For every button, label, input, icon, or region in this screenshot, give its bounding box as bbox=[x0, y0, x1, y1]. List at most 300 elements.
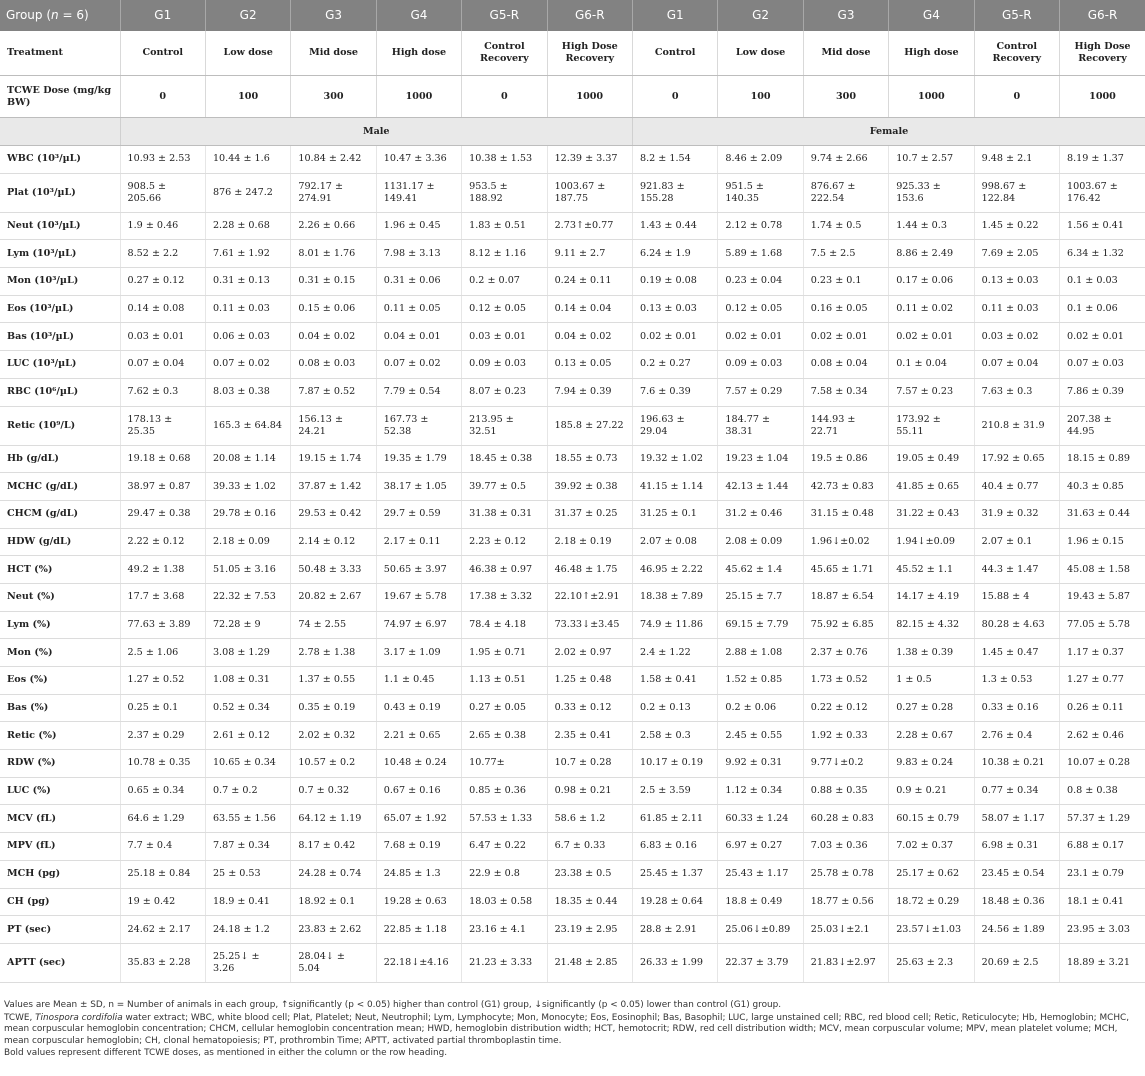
dose-cell: 1000 bbox=[376, 76, 461, 118]
table-cell: 1.45 ± 0.47 bbox=[974, 639, 1059, 667]
table-cell: 44.3 ± 1.47 bbox=[974, 556, 1059, 584]
row-label: RBC (10⁶/µL) bbox=[0, 378, 120, 406]
table-cell: 22.85 ± 1.18 bbox=[376, 916, 461, 944]
table-cell: 21.23 ± 3.33 bbox=[462, 943, 547, 982]
table-cell: 18.55 ± 0.73 bbox=[547, 445, 632, 473]
table-cell: 69.15 ± 7.79 bbox=[718, 611, 803, 639]
table-cell: 1.43 ± 0.44 bbox=[632, 212, 717, 240]
table-cell: 7.87 ± 0.34 bbox=[205, 833, 290, 861]
table-cell: 31.15 ± 0.48 bbox=[803, 500, 888, 528]
table-cell: 25.63 ± 2.3 bbox=[889, 943, 974, 982]
table-cell: 1.52 ± 0.85 bbox=[718, 667, 803, 695]
table-cell: 1.73 ± 0.52 bbox=[803, 667, 888, 695]
table-cell: 2.88 ± 1.08 bbox=[718, 639, 803, 667]
table-cell: 31.63 ± 0.44 bbox=[1060, 500, 1145, 528]
table-cell: 57.53 ± 1.33 bbox=[462, 805, 547, 833]
group-header-cell: G3 bbox=[803, 0, 888, 31]
group-header-cell: G2 bbox=[718, 0, 803, 31]
table-cell: 7.87 ± 0.52 bbox=[291, 378, 376, 406]
table-cell: 2.62 ± 0.46 bbox=[1060, 722, 1145, 750]
table-cell: 1.17 ± 0.37 bbox=[1060, 639, 1145, 667]
dose-cell: 300 bbox=[803, 76, 888, 118]
table-cell: 0.77 ± 0.34 bbox=[974, 777, 1059, 805]
table-cell: 39.92 ± 0.38 bbox=[547, 473, 632, 501]
table-cell: 2.58 ± 0.3 bbox=[632, 722, 717, 750]
table-cell: 10.38 ± 1.53 bbox=[462, 146, 547, 174]
table-cell: 29.7 ± 0.59 bbox=[376, 500, 461, 528]
table-cell: 2.4 ± 1.22 bbox=[632, 639, 717, 667]
table-cell: 156.13 ± 24.21 bbox=[291, 406, 376, 445]
table-cell: 9.77↓±0.2 bbox=[803, 750, 888, 778]
group-header-row bbox=[0, 0, 1145, 31]
table-cell: 1.96↓±0.02 bbox=[803, 528, 888, 556]
table-row bbox=[0, 639, 1145, 667]
table-cell: 6.24 ± 1.9 bbox=[632, 240, 717, 268]
table-cell: 1.25 ± 0.48 bbox=[547, 667, 632, 695]
table-cell: 17.38 ± 3.32 bbox=[462, 583, 547, 611]
table-cell: 46.48 ± 1.75 bbox=[547, 556, 632, 584]
table-cell: 8.46 ± 2.09 bbox=[718, 146, 803, 174]
table-cell: 0.9 ± 0.21 bbox=[889, 777, 974, 805]
table-cell: 7.03 ± 0.36 bbox=[803, 833, 888, 861]
dose-cell: 0 bbox=[632, 76, 717, 118]
table-cell: 1003.67 ± 187.75 bbox=[547, 173, 632, 212]
row-label: Retic (10⁹/L) bbox=[0, 406, 120, 445]
table-cell: 0.02 ± 0.01 bbox=[803, 323, 888, 351]
table-cell: 42.13 ± 1.44 bbox=[718, 473, 803, 501]
group-header-cell: G4 bbox=[889, 0, 974, 31]
table-cell: 8.19 ± 1.37 bbox=[1060, 146, 1145, 174]
table-cell: 1131.17 ± 149.41 bbox=[376, 173, 461, 212]
table-cell: 20.08 ± 1.14 bbox=[205, 445, 290, 473]
table-cell: 2.73↑±0.77 bbox=[547, 212, 632, 240]
table-cell: 2.35 ± 0.41 bbox=[547, 722, 632, 750]
table-cell: 10.93 ± 2.53 bbox=[120, 146, 205, 174]
group-header-cell: G1 bbox=[632, 0, 717, 31]
dose-cell: 0 bbox=[462, 76, 547, 118]
table-cell: 17.7 ± 3.68 bbox=[120, 583, 205, 611]
table-row bbox=[0, 916, 1145, 944]
table-cell: 0.22 ± 0.12 bbox=[803, 694, 888, 722]
table-cell: 15.88 ± 4 bbox=[974, 583, 1059, 611]
table-cell: 0.16 ± 0.05 bbox=[803, 295, 888, 323]
table-cell: 45.08 ± 1.58 bbox=[1060, 556, 1145, 584]
table-row bbox=[0, 146, 1145, 174]
table-cell: 10.77± bbox=[462, 750, 547, 778]
table-cell: 24.85 ± 1.3 bbox=[376, 860, 461, 888]
table-cell: 25.03↓±2.1 bbox=[803, 916, 888, 944]
table-cell: 210.8 ± 31.9 bbox=[974, 406, 1059, 445]
table-cell: 29.78 ± 0.16 bbox=[205, 500, 290, 528]
table-cell: 2.18 ± 0.19 bbox=[547, 528, 632, 556]
table-row bbox=[0, 805, 1145, 833]
table-cell: 22.32 ± 7.53 bbox=[205, 583, 290, 611]
table-row bbox=[0, 378, 1145, 406]
table-cell: 18.38 ± 7.89 bbox=[632, 583, 717, 611]
table-cell: 21.48 ± 2.85 bbox=[547, 943, 632, 982]
table-cell: 23.83 ± 2.62 bbox=[291, 916, 376, 944]
table-cell: 876.67 ± 222.54 bbox=[803, 173, 888, 212]
treatment-cell: High Dose Recovery bbox=[1060, 31, 1145, 76]
row-label: PT (sec) bbox=[0, 916, 120, 944]
table-cell: 41.85 ± 0.65 bbox=[889, 473, 974, 501]
treatment-cell: Control bbox=[120, 31, 205, 76]
table-cell: 0.11 ± 0.03 bbox=[205, 295, 290, 323]
table-cell: 2.61 ± 0.12 bbox=[205, 722, 290, 750]
row-label: Bas (10³/µL) bbox=[0, 323, 120, 351]
table-cell: 178.13 ± 25.35 bbox=[120, 406, 205, 445]
table-cell: 0.31 ± 0.06 bbox=[376, 268, 461, 296]
table-cell: 60.28 ± 0.83 bbox=[803, 805, 888, 833]
table-cell: 25.25↓ ± 3.26 bbox=[205, 943, 290, 982]
table-cell: 10.78 ± 0.35 bbox=[120, 750, 205, 778]
table-cell: 0.19 ± 0.08 bbox=[632, 268, 717, 296]
table-cell: 25 ± 0.53 bbox=[205, 860, 290, 888]
table-cell: 1.92 ± 0.33 bbox=[803, 722, 888, 750]
table-cell: 31.37 ± 0.25 bbox=[547, 500, 632, 528]
table-row bbox=[0, 351, 1145, 379]
table-cell: 1.58 ± 0.41 bbox=[632, 667, 717, 695]
table-cell: 10.47 ± 3.36 bbox=[376, 146, 461, 174]
dose-row bbox=[0, 76, 1145, 118]
table-cell: 29.47 ± 0.38 bbox=[120, 500, 205, 528]
table-cell: 1.1 ± 0.45 bbox=[376, 667, 461, 695]
row-label: MCH (pg) bbox=[0, 860, 120, 888]
table-row bbox=[0, 212, 1145, 240]
table-cell: 207.38 ± 44.95 bbox=[1060, 406, 1145, 445]
table-cell: 8.17 ± 0.42 bbox=[291, 833, 376, 861]
table-cell: 18.45 ± 0.38 bbox=[462, 445, 547, 473]
table-cell: 18.15 ± 0.89 bbox=[1060, 445, 1145, 473]
table-cell: 1003.67 ± 176.42 bbox=[1060, 173, 1145, 212]
dose-cell: 1000 bbox=[889, 76, 974, 118]
table-cell: 7.63 ± 0.3 bbox=[974, 378, 1059, 406]
table-cell: 0.09 ± 0.03 bbox=[462, 351, 547, 379]
table-cell: 18.1 ± 0.41 bbox=[1060, 888, 1145, 916]
table-cell: 7.62 ± 0.3 bbox=[120, 378, 205, 406]
group-header-cell: G1 bbox=[120, 0, 205, 31]
table-cell: 23.19 ± 2.95 bbox=[547, 916, 632, 944]
table-cell: 20.69 ± 2.5 bbox=[974, 943, 1059, 982]
table-cell: 18.03 ± 0.58 bbox=[462, 888, 547, 916]
table-cell: 40.3 ± 0.85 bbox=[1060, 473, 1145, 501]
table-cell: 0.35 ± 0.19 bbox=[291, 694, 376, 722]
group-header-cell: G5-R bbox=[462, 0, 547, 31]
table-cell: 77.63 ± 3.89 bbox=[120, 611, 205, 639]
table-cell: 0.07 ± 0.02 bbox=[376, 351, 461, 379]
table-cell: 19.23 ± 1.04 bbox=[718, 445, 803, 473]
table-cell: 40.4 ± 0.77 bbox=[974, 473, 1059, 501]
table-cell: 60.15 ± 0.79 bbox=[889, 805, 974, 833]
group-header-label: Group (n = 6) bbox=[0, 0, 120, 31]
table-row bbox=[0, 240, 1145, 268]
table-row bbox=[0, 860, 1145, 888]
table-cell: 75.92 ± 6.85 bbox=[803, 611, 888, 639]
table-cell: 2.02 ± 0.97 bbox=[547, 639, 632, 667]
table-cell: 0.8 ± 0.38 bbox=[1060, 777, 1145, 805]
table-cell: 0.2 ± 0.06 bbox=[718, 694, 803, 722]
table-cell: 876 ± 247.2 bbox=[205, 173, 290, 212]
table-cell: 167.73 ± 52.38 bbox=[376, 406, 461, 445]
treatment-cell: High Dose Recovery bbox=[547, 31, 632, 76]
table-cell: 19.18 ± 0.68 bbox=[120, 445, 205, 473]
table-cell: 2.18 ± 0.09 bbox=[205, 528, 290, 556]
table-cell: 1.95 ± 0.71 bbox=[462, 639, 547, 667]
table-cell: 0.67 ± 0.16 bbox=[376, 777, 461, 805]
table-cell: 925.33 ± 153.6 bbox=[889, 173, 974, 212]
table-cell: 0.02 ± 0.01 bbox=[889, 323, 974, 351]
table-cell: 39.33 ± 1.02 bbox=[205, 473, 290, 501]
table-cell: 2.28 ± 0.68 bbox=[205, 212, 290, 240]
table-cell: 25.15 ± 7.7 bbox=[718, 583, 803, 611]
table-cell: 0.02 ± 0.01 bbox=[718, 323, 803, 351]
table-cell: 908.5 ± 205.66 bbox=[120, 173, 205, 212]
table-cell: 74 ± 2.55 bbox=[291, 611, 376, 639]
table-cell: 0.08 ± 0.03 bbox=[291, 351, 376, 379]
table-cell: 0.07 ± 0.03 bbox=[1060, 351, 1145, 379]
table-cell: 50.48 ± 3.33 bbox=[291, 556, 376, 584]
row-label: APTT (sec) bbox=[0, 943, 120, 982]
table-cell: 45.65 ± 1.71 bbox=[803, 556, 888, 584]
table-cell: 42.73 ± 0.83 bbox=[803, 473, 888, 501]
table-cell: 10.17 ± 0.19 bbox=[632, 750, 717, 778]
table-cell: 23.45 ± 0.54 bbox=[974, 860, 1059, 888]
table-cell: 2.08 ± 0.09 bbox=[718, 528, 803, 556]
row-label: MCHC (g/dL) bbox=[0, 473, 120, 501]
table-cell: 8.12 ± 1.16 bbox=[462, 240, 547, 268]
table-cell: 7.7 ± 0.4 bbox=[120, 833, 205, 861]
group-header-cell: G6-R bbox=[547, 0, 632, 31]
sex-row bbox=[0, 118, 1145, 146]
table-cell: 0.31 ± 0.15 bbox=[291, 268, 376, 296]
row-label: Retic (%) bbox=[0, 722, 120, 750]
row-label: Eos (%) bbox=[0, 667, 120, 695]
treatment-cell: Mid dose bbox=[291, 31, 376, 76]
table-cell: 0.12 ± 0.05 bbox=[718, 295, 803, 323]
table-cell: 7.86 ± 0.39 bbox=[1060, 378, 1145, 406]
table-cell: 1.44 ± 0.3 bbox=[889, 212, 974, 240]
table-cell: 24.62 ± 2.17 bbox=[120, 916, 205, 944]
treatment-cell: Mid dose bbox=[803, 31, 888, 76]
table-cell: 46.95 ± 2.22 bbox=[632, 556, 717, 584]
table-cell: 9.92 ± 0.31 bbox=[718, 750, 803, 778]
sex-row-blank bbox=[0, 118, 120, 146]
table-row bbox=[0, 722, 1145, 750]
table-cell: 1 ± 0.5 bbox=[889, 667, 974, 695]
table-cell: 41.15 ± 1.14 bbox=[632, 473, 717, 501]
table-cell: 7.57 ± 0.23 bbox=[889, 378, 974, 406]
table-cell: 7.02 ± 0.37 bbox=[889, 833, 974, 861]
table-cell: 1.83 ± 0.51 bbox=[462, 212, 547, 240]
table-cell: 1.94↓±0.09 bbox=[889, 528, 974, 556]
table-cell: 0.85 ± 0.36 bbox=[462, 777, 547, 805]
table-cell: 0.13 ± 0.03 bbox=[974, 268, 1059, 296]
table-cell: 1.56 ± 0.41 bbox=[1060, 212, 1145, 240]
table-cell: 0.33 ± 0.16 bbox=[974, 694, 1059, 722]
table-cell: 38.17 ± 1.05 bbox=[376, 473, 461, 501]
row-label: Lym (10³/µL) bbox=[0, 240, 120, 268]
table-cell: 6.83 ± 0.16 bbox=[632, 833, 717, 861]
table-cell: 39.77 ± 0.5 bbox=[462, 473, 547, 501]
table-cell: 22.37 ± 3.79 bbox=[718, 943, 803, 982]
table-cell: 0.2 ± 0.27 bbox=[632, 351, 717, 379]
table-cell: 1.27 ± 0.52 bbox=[120, 667, 205, 695]
dose-cell: 1000 bbox=[547, 76, 632, 118]
row-label: Neut (%) bbox=[0, 583, 120, 611]
table-cell: 24.56 ± 1.89 bbox=[974, 916, 1059, 944]
table-row bbox=[0, 295, 1145, 323]
table-cell: 2.37 ± 0.76 bbox=[803, 639, 888, 667]
table-row bbox=[0, 406, 1145, 445]
table-cell: 45.52 ± 1.1 bbox=[889, 556, 974, 584]
dose-cell: 1000 bbox=[1060, 76, 1145, 118]
table-cell: 6.47 ± 0.22 bbox=[462, 833, 547, 861]
table-cell: 5.89 ± 1.68 bbox=[718, 240, 803, 268]
table-cell: 19.28 ± 0.64 bbox=[632, 888, 717, 916]
table-cell: 165.3 ± 64.84 bbox=[205, 406, 290, 445]
table-cell: 31.22 ± 0.43 bbox=[889, 500, 974, 528]
table-cell: 28.8 ± 2.91 bbox=[632, 916, 717, 944]
table-cell: 10.7 ± 2.57 bbox=[889, 146, 974, 174]
table-cell: 46.38 ± 0.97 bbox=[462, 556, 547, 584]
table-cell: 25.18 ± 0.84 bbox=[120, 860, 205, 888]
table-cell: 82.15 ± 4.32 bbox=[889, 611, 974, 639]
table-cell: 10.57 ± 0.2 bbox=[291, 750, 376, 778]
table-cell: 0.04 ± 0.01 bbox=[376, 323, 461, 351]
table-cell: 72.28 ± 9 bbox=[205, 611, 290, 639]
row-label: HCT (%) bbox=[0, 556, 120, 584]
table-cell: 60.33 ± 1.24 bbox=[718, 805, 803, 833]
row-label: Eos (10³/µL) bbox=[0, 295, 120, 323]
table-cell: 7.61 ± 1.92 bbox=[205, 240, 290, 268]
table-cell: 0.7 ± 0.32 bbox=[291, 777, 376, 805]
table-row bbox=[0, 888, 1145, 916]
table-cell: 9.74 ± 2.66 bbox=[803, 146, 888, 174]
table-cell: 0.14 ± 0.04 bbox=[547, 295, 632, 323]
treatment-label: Treatment bbox=[0, 31, 120, 76]
table-cell: 19.67 ± 5.78 bbox=[376, 583, 461, 611]
table-cell: 18.92 ± 0.1 bbox=[291, 888, 376, 916]
table-cell: 61.85 ± 2.11 bbox=[632, 805, 717, 833]
row-label: WBC (10³/µL) bbox=[0, 146, 120, 174]
table-cell: 2.02 ± 0.32 bbox=[291, 722, 376, 750]
table-row bbox=[0, 473, 1145, 501]
table-cell: 25.43 ± 1.17 bbox=[718, 860, 803, 888]
table-cell: 953.5 ± 188.92 bbox=[462, 173, 547, 212]
table-row bbox=[0, 445, 1145, 473]
table-cell: 0.52 ± 0.34 bbox=[205, 694, 290, 722]
table-cell: 1.08 ± 0.31 bbox=[205, 667, 290, 695]
table-cell: 0.23 ± 0.04 bbox=[718, 268, 803, 296]
table-cell: 1.37 ± 0.55 bbox=[291, 667, 376, 695]
row-label: LUC (%) bbox=[0, 777, 120, 805]
table-cell: 0.1 ± 0.03 bbox=[1060, 268, 1145, 296]
table-cell: 0.14 ± 0.08 bbox=[120, 295, 205, 323]
table-row bbox=[0, 173, 1145, 212]
table-cell: 2.76 ± 0.4 bbox=[974, 722, 1059, 750]
table-cell: 0.11 ± 0.05 bbox=[376, 295, 461, 323]
table-row bbox=[0, 323, 1145, 351]
row-label: Lym (%) bbox=[0, 611, 120, 639]
table-cell: 58.07 ± 1.17 bbox=[974, 805, 1059, 833]
table-cell: 1.3 ± 0.53 bbox=[974, 667, 1059, 695]
table-cell: 58.6 ± 1.2 bbox=[547, 805, 632, 833]
table-cell: 0.24 ± 0.11 bbox=[547, 268, 632, 296]
table-cell: 0.65 ± 0.34 bbox=[120, 777, 205, 805]
table-cell: 2.22 ± 0.12 bbox=[120, 528, 205, 556]
table-cell: 0.09 ± 0.03 bbox=[718, 351, 803, 379]
table-cell: 0.88 ± 0.35 bbox=[803, 777, 888, 805]
table-row bbox=[0, 833, 1145, 861]
table-row bbox=[0, 268, 1145, 296]
table-cell: 6.88 ± 0.17 bbox=[1060, 833, 1145, 861]
table-cell: 0.26 ± 0.11 bbox=[1060, 694, 1145, 722]
table-cell: 2.14 ± 0.12 bbox=[291, 528, 376, 556]
table-cell: 144.93 ± 22.71 bbox=[803, 406, 888, 445]
table-cell: 23.57↓±1.03 bbox=[889, 916, 974, 944]
group-header-cell: G2 bbox=[205, 0, 290, 31]
table-cell: 18.72 ± 0.29 bbox=[889, 888, 974, 916]
table-cell: 0.13 ± 0.05 bbox=[547, 351, 632, 379]
table-cell: 9.83 ± 0.24 bbox=[889, 750, 974, 778]
table-row bbox=[0, 556, 1145, 584]
table-cell: 173.92 ± 55.11 bbox=[889, 406, 974, 445]
table-cell: 2.12 ± 0.78 bbox=[718, 212, 803, 240]
table-cell: 19.28 ± 0.63 bbox=[376, 888, 461, 916]
table-cell: 10.7 ± 0.28 bbox=[547, 750, 632, 778]
table-cell: 18.8 ± 0.49 bbox=[718, 888, 803, 916]
table-cell: 12.39 ± 3.37 bbox=[547, 146, 632, 174]
table-cell: 7.94 ± 0.39 bbox=[547, 378, 632, 406]
table-cell: 14.17 ± 4.19 bbox=[889, 583, 974, 611]
table-cell: 21.83↓±2.97 bbox=[803, 943, 888, 982]
table-cell: 0.08 ± 0.04 bbox=[803, 351, 888, 379]
table-cell: 10.44 ± 1.6 bbox=[205, 146, 290, 174]
table-row bbox=[0, 750, 1145, 778]
treatment-cell: Control bbox=[632, 31, 717, 76]
table-cell: 73.33↓±3.45 bbox=[547, 611, 632, 639]
table-cell: 2.07 ± 0.1 bbox=[974, 528, 1059, 556]
table-cell: 25.06↓±0.89 bbox=[718, 916, 803, 944]
table-cell: 3.08 ± 1.29 bbox=[205, 639, 290, 667]
table-cell: 0.06 ± 0.03 bbox=[205, 323, 290, 351]
table-cell: 24.28 ± 0.74 bbox=[291, 860, 376, 888]
table-cell: 0.33 ± 0.12 bbox=[547, 694, 632, 722]
table-cell: 19.05 ± 0.49 bbox=[889, 445, 974, 473]
table-body bbox=[0, 146, 1145, 983]
table-cell: 1.27 ± 0.77 bbox=[1060, 667, 1145, 695]
dose-cell: 100 bbox=[205, 76, 290, 118]
table-cell: 24.18 ± 1.2 bbox=[205, 916, 290, 944]
table-row bbox=[0, 943, 1145, 982]
footnote-significance: Values are Mean ± SD, n = Number of animals in each group, ↑significantly (p < 0.05) higher than control (G1) group, ↓significantly (p < 0.05) lower than control (G1) group. bbox=[4, 1000, 782, 1010]
table-cell: 25.45 ± 1.37 bbox=[632, 860, 717, 888]
table-cell: 1.96 ± 0.15 bbox=[1060, 528, 1145, 556]
table-cell: 0.27 ± 0.12 bbox=[120, 268, 205, 296]
table-cell: 2.45 ± 0.55 bbox=[718, 722, 803, 750]
table-cell: 0.03 ± 0.01 bbox=[462, 323, 547, 351]
table-cell: 0.04 ± 0.02 bbox=[291, 323, 376, 351]
table-cell: 0.15 ± 0.06 bbox=[291, 295, 376, 323]
treatment-cell: Low dose bbox=[205, 31, 290, 76]
table-cell: 0.2 ± 0.13 bbox=[632, 694, 717, 722]
table-cell: 7.57 ± 0.29 bbox=[718, 378, 803, 406]
table-cell: 0.98 ± 0.21 bbox=[547, 777, 632, 805]
female-heading: Female bbox=[632, 118, 1145, 146]
table-cell: 28.04↓ ± 5.04 bbox=[291, 943, 376, 982]
table-cell: 998.67 ± 122.84 bbox=[974, 173, 1059, 212]
table-cell: 196.63 ± 29.04 bbox=[632, 406, 717, 445]
